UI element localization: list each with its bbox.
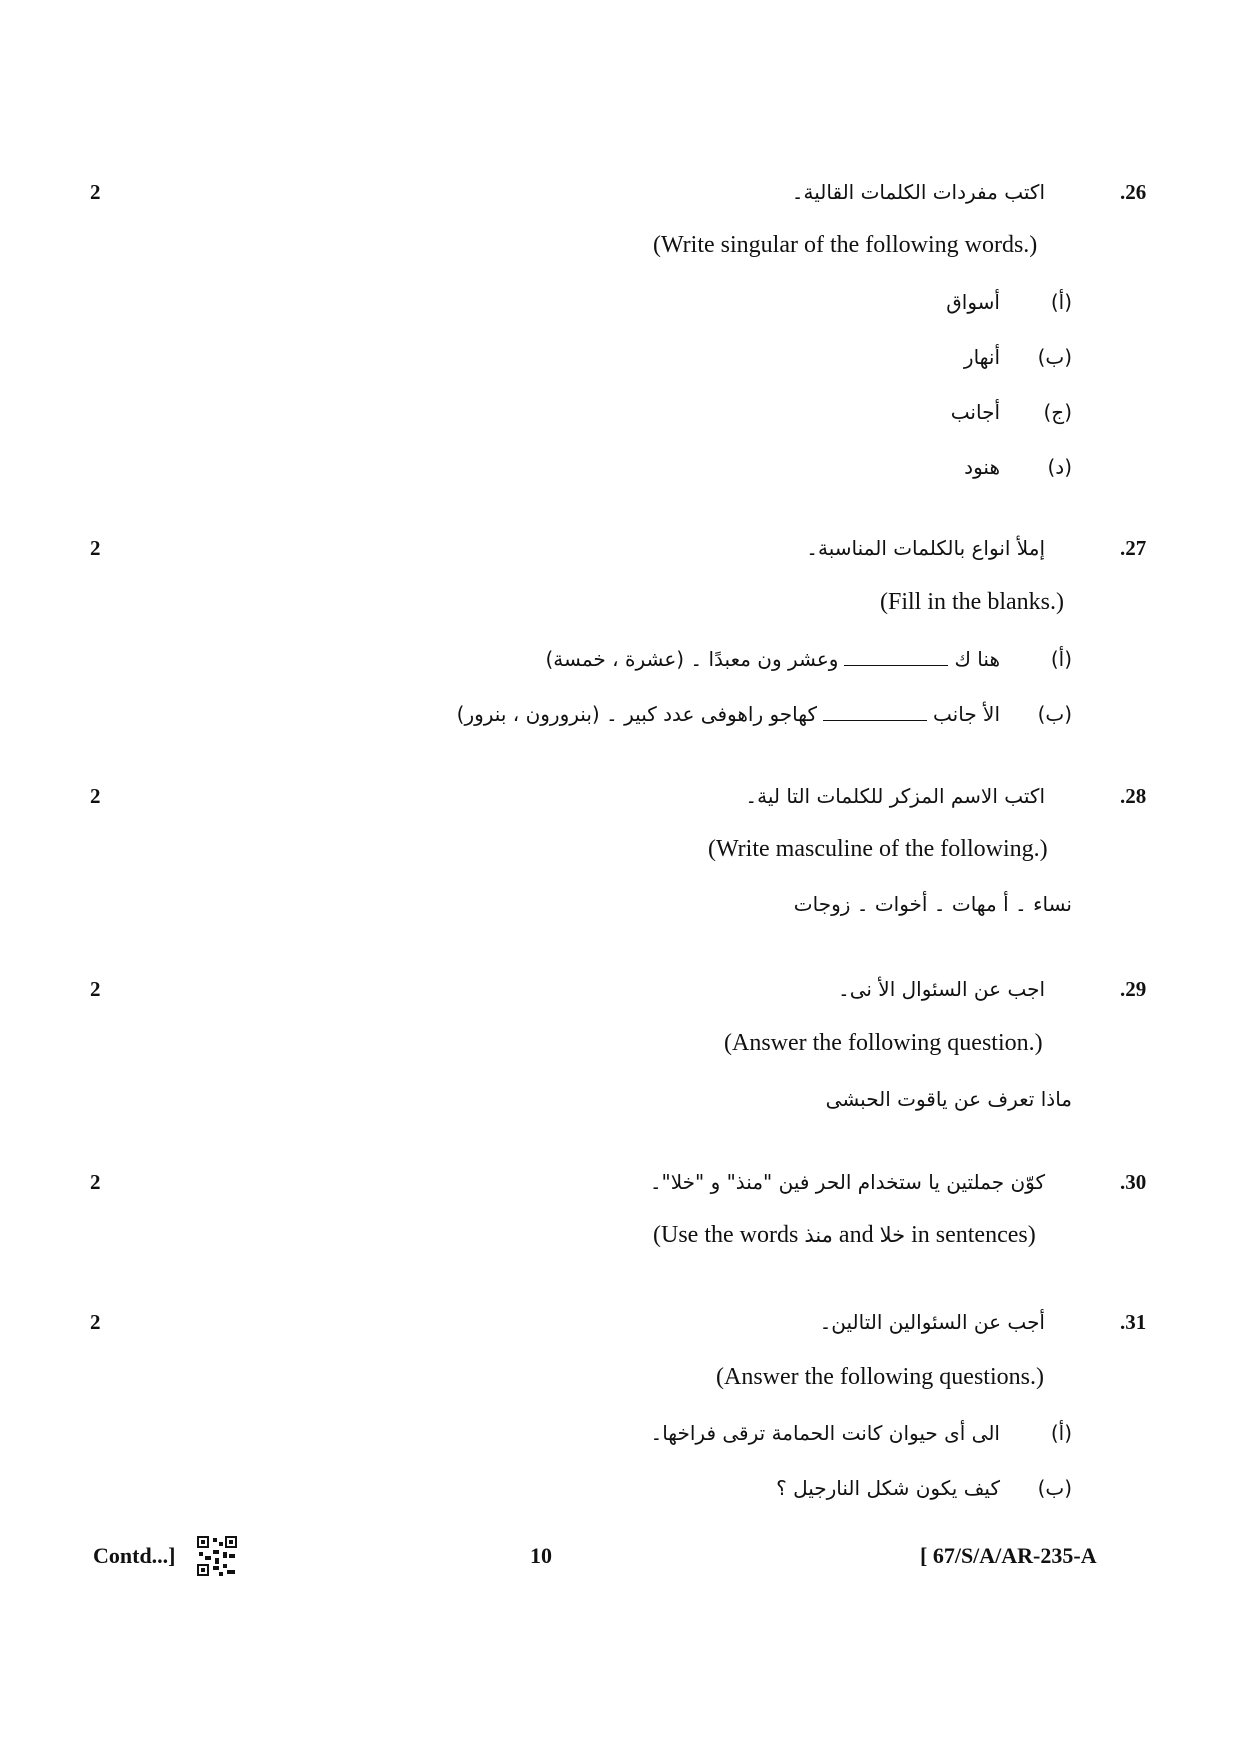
question-number-q30: .30: [1120, 1170, 1147, 1194]
marks-q29: 2: [90, 977, 101, 1001]
question-arabic-q29: اجب عن السئوال الأ نى۔: [837, 977, 1045, 1001]
fill-blank-line: [457, 702, 1000, 726]
fill-before: الأ جانب: [933, 702, 1000, 726]
arabic-word-2: خلا: [879, 1223, 906, 1247]
question-arabic-q27: إملأ انواع بالكلمات المناسبة۔: [806, 536, 1045, 560]
question-number-q26: .26: [1120, 180, 1147, 204]
marks-q26: 2: [90, 180, 101, 204]
item-label: (أ): [1050, 647, 1072, 671]
fill-blank-line: [546, 647, 1001, 671]
question-number-q27: .27: [1120, 536, 1147, 560]
question-arabic-q30: كوّن جملتين يا ستخدام الحر فين "منذ" و "خلا"۔: [649, 1170, 1045, 1194]
item-label: (ب): [1037, 702, 1072, 726]
marks-q31: 2: [90, 1310, 101, 1334]
item-label: (أ): [1050, 1421, 1072, 1445]
arabic-word-1: منذ: [804, 1223, 833, 1247]
question-number-q31: .31: [1120, 1310, 1147, 1334]
qr-code-icon: [197, 1536, 237, 1576]
word-list: نساء ۔ أ مهات ۔ أخوات ۔ زوجات: [793, 892, 1072, 916]
footer-contd: Contd...]: [93, 1543, 176, 1568]
question-english-q27: (Fill in the blanks.): [880, 589, 1064, 615]
blank-line: [844, 664, 948, 666]
fill-before: هنا ك: [954, 647, 1000, 671]
english-post: in sentences): [911, 1222, 1036, 1248]
question-english-q26: (Write singular of the following words.): [653, 232, 1038, 258]
item-text: أسواق: [946, 290, 1000, 314]
question-english-q29: (Answer the following question.): [724, 1030, 1043, 1056]
item-label: (د): [1047, 455, 1072, 479]
question-english-q30: [653, 1222, 1036, 1249]
question-number-q28: .28: [1120, 784, 1147, 808]
fill-after: وعشر ون معبدًا ۔ (عشرة ، خمسة): [545, 647, 839, 671]
paper-code: [ 67/S/A/AR-235-A: [920, 1543, 1097, 1568]
item-label: (ج): [1043, 400, 1072, 424]
item-text: أنهار: [963, 345, 1000, 369]
question-number-q29: .29: [1120, 977, 1147, 1001]
blank-line: [823, 719, 927, 721]
question-arabic-q28: اكتب الاسم المزكر للكلمات التا لية۔: [745, 784, 1045, 808]
english-pre: (Use the words: [653, 1222, 799, 1248]
page-number: 10: [530, 1543, 552, 1568]
question-arabic-q26: اكتب مفردات الكلمات القالية۔: [791, 180, 1045, 204]
question-english-q28: (Write masculine of the following.): [708, 836, 1048, 862]
english-mid: and: [838, 1222, 874, 1248]
marks-q27: 2: [90, 536, 101, 560]
item-text: الى أى حيوان كانت الحمامة ترقى فراخها۔: [650, 1421, 1000, 1445]
fill-after: كهاجو راهوفى عدد كبير ۔ (بنرورون ، بنرور): [456, 702, 818, 726]
item-text: كيف يكون شكل النارجيل ؟: [776, 1476, 1000, 1500]
item-label: (أ): [1050, 290, 1072, 314]
question-english-q31: (Answer the following questions.): [716, 1364, 1044, 1390]
marks-q30: 2: [90, 1170, 101, 1194]
item-text: هنود: [964, 455, 1000, 479]
item-text: أجانب: [950, 400, 1000, 424]
question-line: ماذا تعرف عن ياقوت الحبشى: [825, 1087, 1072, 1111]
item-label: (ب): [1037, 345, 1072, 369]
item-label: (ب): [1037, 1476, 1072, 1500]
marks-q28: 2: [90, 784, 101, 808]
question-arabic-q31: أجب عن السئوالين التالين۔: [819, 1310, 1045, 1334]
